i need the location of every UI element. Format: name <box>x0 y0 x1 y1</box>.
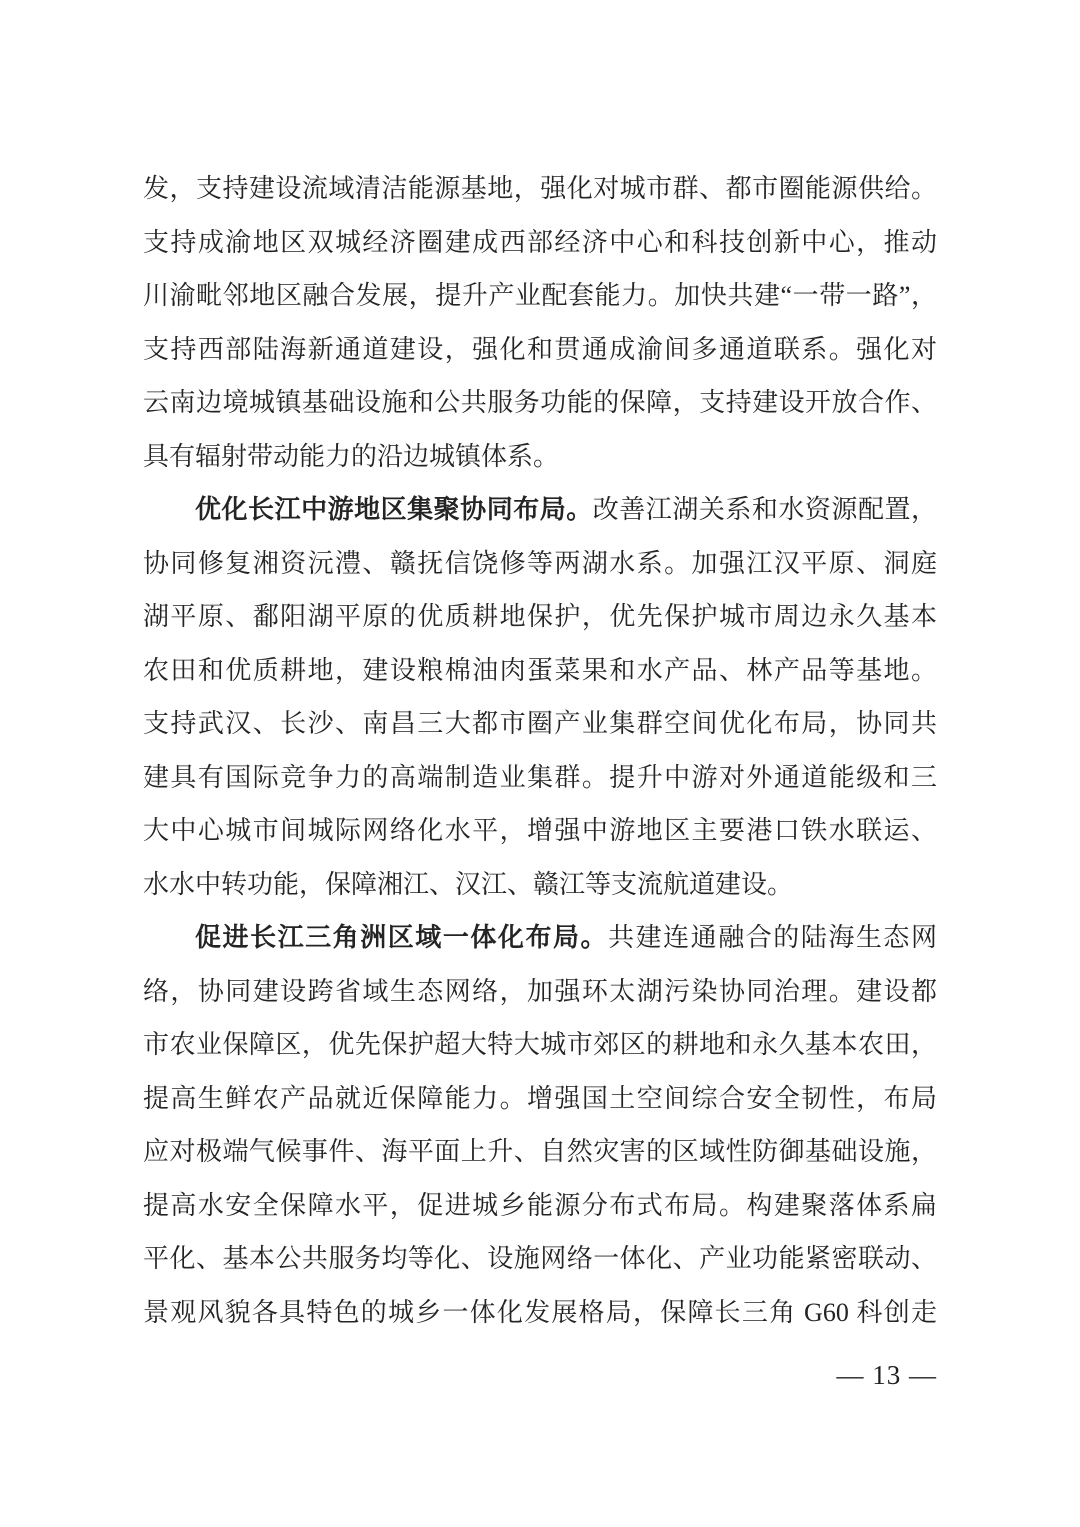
page-number: — 13 — <box>836 1360 937 1390</box>
text-line: 湖平原、鄱阳湖平原的优质耕地保护，优先保护城市周边永久基本 <box>143 602 937 631</box>
text-line <box>143 483 937 537</box>
paragraph-lead: 优化长江中游地区集聚协同布局。 <box>195 495 593 524</box>
text-line: 络，协同建设跨省域生态网络，加强环太湖污染协同治理。建设都 <box>143 976 937 1006</box>
text-line: 平化、基本公共服务均等化、设施网络一体化、产业功能紧密联动、 <box>143 1244 937 1273</box>
text-line: 大中心城市间城际网络化水平，增强中游地区主要港口铁水联运、 <box>143 816 937 845</box>
text-line: 协同修复湘资沅澧、赣抚信饶修等两湖水系。加强江汉平原、洞庭 <box>143 548 937 578</box>
document-body <box>143 162 937 1339</box>
paragraph-lead-rest: 共建连通融合的陆海生态网 <box>608 923 937 952</box>
text-line: 支持成渝地区双城经济圈建成西部经济中心和科技创新中心，推动 <box>143 227 937 257</box>
text-line: 具有辐射带动能力的沿边城镇体系。 <box>143 441 560 471</box>
page-footer <box>143 1360 937 1391</box>
paragraph-middle-yangtze <box>143 483 937 911</box>
text-line: 支持武汉、长沙、南昌三大都市圈产业集群空间优化布局，协同共 <box>143 709 937 738</box>
text-line: 支持西部陆海新通道建设，强化和贯通成渝间多通道联系。强化对 <box>143 334 937 364</box>
text-line: 应对极端气候事件、海平面上升、自然灾害的区域性防御基础设施， <box>143 1137 937 1166</box>
text-line: 提高水安全保障水平，促进城乡能源分布式布局。构建聚落体系扁 <box>143 1190 937 1220</box>
text-line <box>143 911 937 965</box>
text-line: 水水中转功能，保障湘江、汉江、赣江等支流航道建设。 <box>143 869 794 899</box>
text-line: 农田和优质耕地，建设粮棉油肉蛋菜果和水产品、林产品等基地。 <box>143 655 937 685</box>
paragraph-lead: 促进长江三角洲区域一体化布局。 <box>195 923 609 952</box>
text-line: 川渝毗邻地区融合发展，提升产业配套能力。加快共建“一带一路”， <box>143 281 937 310</box>
text-line: 云南边境城镇基础设施和公共服务功能的保障，支持建设开放合作、 <box>143 388 937 417</box>
text-line: 提高生鲜农产品就近保障能力。增强国土空间综合安全韧性，布局 <box>143 1083 937 1113</box>
text-line: 发，支持建设流域清洁能源基地，强化对城市群、都市圈能源供给。 <box>143 174 937 203</box>
paragraph-continued <box>143 162 937 483</box>
text-line: 景观风貌各具特色的城乡一体化发展格局，保障长三角 G60 科创走 <box>143 1297 937 1327</box>
paragraph-yangtze-delta <box>143 911 937 1339</box>
text-line: 建具有国际竞争力的高端制造业集群。提升中游对外通道能级和三 <box>143 762 937 792</box>
text-line: 市农业保障区，优先保护超大特大城市郊区的耕地和永久基本农田， <box>143 1030 937 1059</box>
paragraph-lead-rest: 改善江湖关系和水资源配置， <box>592 495 937 524</box>
